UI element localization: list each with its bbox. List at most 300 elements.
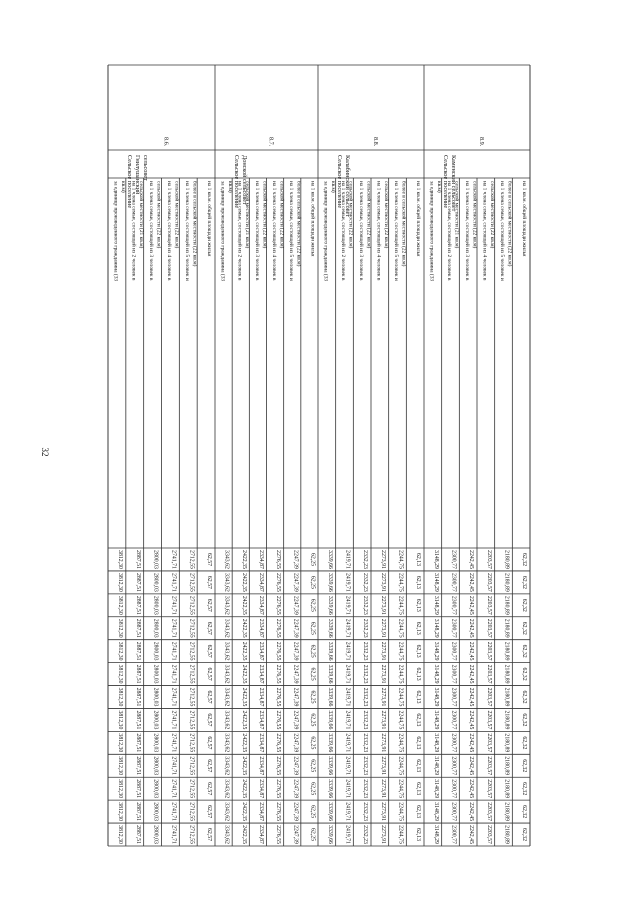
value-cell: 2887,51 [134, 618, 141, 638]
section-number: 8.9. [478, 137, 485, 147]
value-cell: 3148,29 [432, 733, 439, 753]
value-cell: 2300,77 [450, 825, 457, 844]
value-cell: 62,57 [206, 552, 213, 566]
value-cell: 2741,71 [170, 572, 177, 592]
value-cell: 2276,55 [275, 756, 282, 776]
value-cell: 2800,03 [152, 825, 159, 844]
value-cell: 2276,55 [275, 710, 282, 730]
value-cell: 2712,55 [188, 572, 195, 592]
value-cell: 2800,03 [152, 802, 159, 822]
value-cell: 2273,91 [379, 733, 386, 753]
value-cell: 2300,77 [450, 595, 457, 615]
value-cell: 62,13 [415, 598, 422, 612]
value-cell: 2800,03 [152, 572, 159, 592]
value-cell: 62,57 [206, 644, 213, 658]
row-label-line: на 1 члена семьи, состоящей из 5 человек и [393, 181, 400, 281]
value-cell: 2300,77 [450, 779, 457, 799]
value-cell: 2244,75 [397, 595, 404, 615]
value-cell: 2422,35 [240, 687, 247, 707]
value-cell: 2800,03 [152, 779, 159, 799]
value-cell: 2244,75 [397, 802, 404, 822]
row-label-line: кв.м) [120, 181, 126, 193]
value-cell: 62,13 [415, 713, 422, 727]
value-cell: 2273,91 [379, 595, 386, 615]
value-cell: 2332,23 [362, 618, 369, 638]
row-label-line: на 1 кв.м. общей площади жилья [206, 181, 213, 257]
value-cell: 3148,29 [432, 595, 439, 615]
value-cell: 2422,35 [240, 572, 247, 592]
value-cell: 2419,71 [344, 779, 351, 799]
value-cell: 3812,30 [116, 618, 123, 638]
value-cell: 2422,35 [240, 710, 247, 730]
value-cell: 2741,71 [170, 756, 177, 776]
value-cell: 62,32 [521, 575, 528, 589]
value-cell: 62,13 [415, 690, 422, 704]
value-cell: 62,57 [206, 575, 213, 589]
row-label-line: сельской местности (21 кв.м) [137, 181, 144, 249]
value-cell: 2419,71 [344, 710, 351, 730]
value-cell: 2887,51 [134, 687, 141, 707]
value-cell: 2242,45 [468, 825, 475, 844]
value-cell: 62,57 [206, 690, 213, 704]
value-cell: 2422,35 [240, 641, 247, 661]
value-cell: 2741,71 [170, 664, 177, 684]
value-cell: 2273,91 [379, 825, 386, 844]
value-cell: 2741,71 [170, 802, 177, 822]
value-cell: 2334,87 [257, 572, 264, 592]
value-cell: 2244,75 [397, 825, 404, 844]
value-cell: 2203,57 [485, 710, 492, 730]
value-cell: 2203,57 [485, 779, 492, 799]
value-cell: 2800,03 [152, 664, 159, 684]
value-cell: 2203,57 [485, 550, 492, 569]
value-cell: 2712,55 [188, 687, 195, 707]
value-cell: 62,25 [309, 713, 316, 727]
row-label-line: более в сельской местности (22 кв.м) [295, 181, 302, 267]
row-label-line: на 1 члена семьи, состоящей из 3 человек в [357, 181, 364, 281]
value-cell: 2247,39 [292, 641, 299, 661]
value-cell: 2242,45 [468, 572, 475, 592]
row-label-line: на 1 члена семьи, состоящей из 5 человек и [288, 181, 295, 281]
value-cell: 3343,62 [223, 710, 230, 730]
row-label-line: на 1 члена семьи, состоящей из 4 человек в [166, 181, 172, 281]
value-cell: 2712,55 [188, 550, 195, 569]
value-cell: 2276,55 [275, 733, 282, 753]
value-cell: 62,25 [309, 828, 316, 842]
value-cell: 2712,55 [188, 664, 195, 684]
value-cell: 2242,45 [468, 595, 475, 615]
value-cell: 2712,55 [188, 779, 195, 799]
value-cell: 2712,55 [188, 641, 195, 661]
value-cell: 2887,51 [134, 595, 141, 615]
value-cell: 2276,55 [275, 595, 282, 615]
value-cell: 2180,89 [503, 687, 510, 707]
settlement-name-line: Сельское поселение [126, 155, 133, 209]
value-cell: 3812,30 [116, 802, 123, 822]
value-cell: 62,13 [415, 667, 422, 681]
value-cell: 2276,55 [275, 779, 282, 799]
section-number: 8.6. [162, 137, 170, 147]
value-cell: 62,32 [521, 644, 528, 658]
value-cell: 2203,57 [485, 802, 492, 822]
value-cell: 3812,30 [116, 687, 123, 707]
value-cell: 3812,30 [116, 733, 123, 753]
row-label-line: на 1 члена семьи, состоящей из 3 человек в [463, 181, 470, 281]
value-cell: 3343,62 [223, 550, 230, 569]
value-cell: 3339,66 [326, 687, 333, 707]
value-cell: 3343,62 [223, 733, 230, 753]
settlement-name-line: Донской сельсовет [241, 155, 248, 205]
row-label-line: сельской местности (21 кв.м) [244, 181, 251, 249]
value-cell: 2276,55 [275, 641, 282, 661]
tariff-table [108, 65, 530, 846]
value-cell: 2276,55 [275, 664, 282, 684]
value-cell: 2300,77 [450, 572, 457, 592]
value-cell: 62,25 [309, 621, 316, 635]
value-cell: 2242,45 [468, 550, 475, 569]
value-cell: 2741,71 [170, 550, 177, 569]
value-cell: 2334,87 [257, 756, 264, 776]
value-cell: 2741,71 [170, 825, 177, 844]
value-cell: 2242,45 [468, 664, 475, 684]
value-cell: 2887,51 [134, 572, 141, 592]
value-cell: 2332,23 [362, 756, 369, 776]
row-label-line: на 1 кв.м. общей площади жилья [309, 181, 316, 257]
row-label-line: за единицу произведенного гражданина (33 [112, 181, 119, 282]
value-cell: 2180,89 [503, 550, 510, 569]
row-label-line: кв.м) [330, 181, 336, 193]
row-label-line: кв.м) [227, 181, 233, 193]
row-label-line: на 1 члена семьи, состоящей из 4 человек в [375, 181, 382, 281]
value-cell: 2300,77 [450, 618, 457, 638]
value-cell: 3812,30 [116, 825, 123, 844]
value-cell: 2800,03 [152, 641, 159, 661]
value-cell: 3148,29 [432, 664, 439, 684]
row-label-line: на 1 члена семьи, состоящей из 5 человек и [499, 181, 506, 281]
value-cell: 2244,75 [397, 618, 404, 638]
value-cell: 2247,39 [292, 802, 299, 822]
value-cell: 2247,39 [292, 687, 299, 707]
value-cell: 2273,91 [379, 664, 386, 684]
value-cell: 2419,71 [344, 687, 351, 707]
value-cell: 2419,71 [344, 618, 351, 638]
value-cell: 2334,87 [257, 641, 264, 661]
row-label-line: на 1 члена семьи, состоящей из 2 человек в [446, 181, 453, 281]
value-cell: 2203,57 [485, 618, 492, 638]
row-label-line: на 1 члена семьи, состоящей из 3 человек в [148, 181, 155, 281]
row-label-line: за единицу произведенного гражданина (33 [219, 181, 226, 282]
row-label-line: сельской местности (22 кв.м) [471, 181, 478, 249]
value-cell: 2273,91 [379, 641, 386, 661]
value-cell: 62,57 [206, 805, 213, 819]
settlement-name-line: Сельское поселение [442, 155, 449, 209]
value-cell: 2332,23 [362, 572, 369, 592]
value-cell: 2180,89 [503, 733, 510, 753]
row-label-line: за единицу произведенного гражданина (33 [322, 181, 329, 282]
value-cell: 62,25 [309, 552, 316, 566]
value-cell: 62,57 [206, 598, 213, 612]
value-cell: 2334,87 [257, 779, 264, 799]
row-label-line: на 1 члена семьи, состоящей из 3 человек в [253, 181, 260, 281]
value-cell: 2276,55 [275, 550, 282, 569]
row-label-line: на 1 члена семьи, состоящей из 5 человек и [183, 181, 190, 281]
value-cell: 2712,55 [188, 756, 195, 776]
value-cell: 62,32 [521, 713, 528, 727]
value-cell: 2244,75 [397, 779, 404, 799]
value-cell: 2422,35 [240, 550, 247, 569]
value-cell: 2419,71 [344, 572, 351, 592]
value-cell: 3812,30 [116, 664, 123, 684]
value-cell: 2422,35 [240, 595, 247, 615]
value-cell: 2242,45 [468, 779, 475, 799]
value-cell: 3339,66 [326, 618, 333, 638]
value-cell: 3339,66 [326, 825, 333, 844]
value-cell: 62,13 [415, 575, 422, 589]
value-cell: 2180,89 [503, 618, 510, 638]
value-cell: 2244,75 [397, 733, 404, 753]
row-label-line: сельской местности (22 кв.м) [261, 181, 268, 249]
value-cell: 2276,55 [275, 825, 282, 844]
value-cell: 2242,45 [468, 618, 475, 638]
row-label-line: на 1 члена семьи, состоящей из 2 человек в [130, 181, 137, 281]
value-cell: 3339,66 [326, 664, 333, 684]
value-cell: 3339,66 [326, 595, 333, 615]
value-cell: 2332,23 [362, 825, 369, 844]
page-number: 32 [40, 447, 50, 457]
value-cell: 2273,91 [379, 687, 386, 707]
row-label-line: сельской местности (22 кв.м) [173, 181, 180, 249]
value-cell: 2247,39 [292, 664, 299, 684]
value-cell: 2712,55 [188, 618, 195, 638]
value-cell: 2419,71 [344, 664, 351, 684]
value-cell: 2712,55 [188, 710, 195, 730]
value-cell: 3148,29 [432, 618, 439, 638]
value-cell: 3812,30 [116, 572, 123, 592]
value-cell: 62,13 [415, 621, 422, 635]
row-label-line: более в сельской местности (22 кв.м) [400, 181, 407, 267]
value-cell: 2887,51 [134, 756, 141, 776]
value-cell: 62,32 [521, 598, 528, 612]
value-cell: 2203,57 [485, 664, 492, 684]
value-cell: 2332,23 [362, 550, 369, 569]
value-cell: 3339,66 [326, 802, 333, 822]
value-cell: 3343,62 [223, 595, 230, 615]
value-cell: 2242,45 [468, 733, 475, 753]
value-cell: 2273,91 [379, 618, 386, 638]
value-cell: 2276,55 [275, 618, 282, 638]
settlement-name-line: Калабинский сельсовет [344, 155, 351, 218]
value-cell: 2334,87 [257, 733, 264, 753]
value-cell: 62,32 [521, 736, 528, 750]
value-cell: 3339,66 [326, 641, 333, 661]
value-cell: 2712,55 [188, 595, 195, 615]
value-cell: 62,32 [521, 782, 528, 796]
value-cell: 62,25 [309, 805, 316, 819]
value-cell: 2300,77 [450, 641, 457, 661]
value-cell: 2332,23 [362, 687, 369, 707]
value-cell: 2203,57 [485, 572, 492, 592]
value-cell: 3148,29 [432, 779, 439, 799]
value-cell: 2800,03 [152, 618, 159, 638]
value-cell: 2800,03 [152, 710, 159, 730]
value-cell: 3343,62 [223, 687, 230, 707]
value-cell: 2422,35 [240, 779, 247, 799]
value-cell: 2300,77 [450, 664, 457, 684]
value-cell: 2800,03 [152, 550, 159, 569]
value-cell: 62,57 [206, 621, 213, 635]
value-cell: 2419,71 [344, 595, 351, 615]
value-cell: 2242,45 [468, 710, 475, 730]
value-cell: 2247,39 [292, 595, 299, 615]
row-label-line: сельской местности (22 кв.м) [489, 181, 495, 249]
value-cell: 3343,62 [223, 825, 230, 844]
value-cell: 2273,91 [379, 572, 386, 592]
value-cell: 2419,71 [344, 641, 351, 661]
settlement-name-line: Гнилушанский [134, 155, 141, 195]
value-cell: 2422,35 [240, 664, 247, 684]
value-cell: 2332,23 [362, 710, 369, 730]
value-cell: 2332,23 [362, 641, 369, 661]
value-cell: 2332,23 [362, 802, 369, 822]
value-cell: 2334,87 [257, 687, 264, 707]
value-cell: 2334,87 [257, 664, 264, 684]
value-cell: 2741,71 [170, 710, 177, 730]
row-label-line: сельской местности (22 кв.м) [278, 181, 285, 249]
value-cell: 3343,62 [223, 756, 230, 776]
value-cell: 2887,51 [134, 550, 141, 569]
value-cell: 3339,66 [326, 710, 333, 730]
value-cell: 62,32 [521, 805, 528, 819]
value-cell: 62,25 [309, 736, 316, 750]
value-cell: 2419,71 [344, 756, 351, 776]
value-cell: 2180,89 [503, 664, 510, 684]
value-cell: 2180,89 [503, 779, 510, 799]
row-label-line: более в сельской местности (22 кв.м) [506, 181, 513, 267]
value-cell: 2334,87 [257, 550, 264, 569]
settlement-name-line: Сельское поселение [233, 155, 240, 209]
value-cell: 62,25 [309, 759, 316, 773]
settlement-name-line: сельсовет [142, 155, 149, 181]
value-cell: 2180,89 [503, 572, 510, 592]
value-cell: 2334,87 [257, 595, 264, 615]
value-cell: 2180,89 [503, 802, 510, 822]
value-cell: 2203,57 [485, 641, 492, 661]
value-cell: 2887,51 [134, 779, 141, 799]
value-cell: 62,57 [206, 759, 213, 773]
value-cell: 2741,71 [170, 618, 177, 638]
value-cell: 2244,75 [397, 687, 404, 707]
value-cell: 3343,62 [223, 641, 230, 661]
row-label-line: более в сельской местности (22 кв.м) [191, 181, 198, 267]
value-cell: 62,13 [415, 805, 422, 819]
row-label-line: кв.м) [436, 181, 442, 193]
value-cell: 3812,30 [116, 550, 123, 569]
value-cell: 62,25 [309, 667, 316, 681]
value-cell: 62,25 [309, 644, 316, 658]
value-cell: 2419,71 [344, 802, 351, 822]
value-cell: 2180,89 [503, 595, 510, 615]
value-cell: 2273,91 [379, 710, 386, 730]
value-cell: 2244,75 [397, 572, 404, 592]
value-cell: 62,57 [206, 713, 213, 727]
value-cell: 3148,29 [432, 825, 439, 844]
value-cell: 2300,77 [450, 710, 457, 730]
value-cell: 2419,71 [344, 825, 351, 844]
value-cell: 62,25 [309, 598, 316, 612]
value-cell: 2887,51 [134, 710, 141, 730]
value-cell: 3812,30 [116, 779, 123, 799]
value-cell: 2180,89 [503, 825, 510, 844]
value-cell: 2244,75 [397, 641, 404, 661]
value-cell: 2276,55 [275, 687, 282, 707]
value-cell: 3148,29 [432, 572, 439, 592]
value-cell: 2800,03 [152, 595, 159, 615]
value-cell: 62,13 [415, 759, 422, 773]
value-cell: 2203,57 [485, 595, 492, 615]
value-cell: 2741,71 [170, 733, 177, 753]
row-label-line: сельской местности (22 кв.м) [365, 181, 372, 249]
value-cell: 62,32 [521, 690, 528, 704]
value-cell: 2276,55 [275, 572, 282, 592]
value-cell: 2712,55 [188, 733, 195, 753]
value-cell: 2887,51 [134, 641, 141, 661]
row-label-line: на 1 кв.м. общей площади жилья [415, 181, 422, 257]
value-cell: 2247,39 [292, 618, 299, 638]
value-cell: 62,13 [415, 552, 422, 566]
value-cell: 62,25 [309, 690, 316, 704]
value-cell: 3343,62 [223, 618, 230, 638]
value-cell: 62,32 [521, 828, 528, 842]
value-cell: 2244,75 [397, 664, 404, 684]
row-label-line: на 1 члена семьи, состоящей из 4 человек в [271, 181, 277, 281]
value-cell: 2242,45 [468, 802, 475, 822]
value-cell: 3148,29 [432, 550, 439, 569]
value-cell: 2419,71 [344, 550, 351, 569]
value-cell: 62,13 [415, 828, 422, 842]
value-cell: 2247,39 [292, 779, 299, 799]
row-label-line: сельской местности (22 кв.м) [347, 181, 354, 249]
value-cell: 2332,23 [362, 733, 369, 753]
value-cell: 2180,89 [503, 641, 510, 661]
value-cell: 2244,75 [397, 710, 404, 730]
value-cell: 3148,29 [432, 641, 439, 661]
value-cell: 2887,51 [134, 733, 141, 753]
value-cell: 2419,71 [344, 733, 351, 753]
section-number: 8.7. [267, 137, 275, 147]
value-cell: 62,57 [206, 828, 213, 842]
value-cell: 62,25 [309, 575, 316, 589]
value-cell: 3148,29 [432, 710, 439, 730]
value-cell: 62,32 [521, 667, 528, 681]
value-cell: 2273,91 [379, 779, 386, 799]
value-cell: 2273,91 [379, 550, 386, 569]
settlement-name-line: Каменский сельсовет [450, 155, 457, 212]
value-cell: 2334,87 [257, 710, 264, 730]
section-number: 8.8. [372, 137, 379, 147]
value-cell: 62,13 [415, 644, 422, 658]
value-cell: 2741,71 [170, 779, 177, 799]
value-cell: 2300,77 [450, 687, 457, 707]
row-label-line: на 1 члена семьи, состоящей из 2 человек в [236, 181, 243, 281]
value-cell: 2276,55 [275, 802, 282, 822]
value-cell: 2300,77 [450, 756, 457, 776]
value-cell: 2244,75 [397, 550, 404, 569]
value-cell: 2203,57 [485, 825, 492, 844]
value-cell: 62,57 [206, 782, 213, 796]
value-cell: 2332,23 [362, 779, 369, 799]
value-cell: 2242,45 [468, 641, 475, 661]
value-cell: 3343,62 [223, 802, 230, 822]
